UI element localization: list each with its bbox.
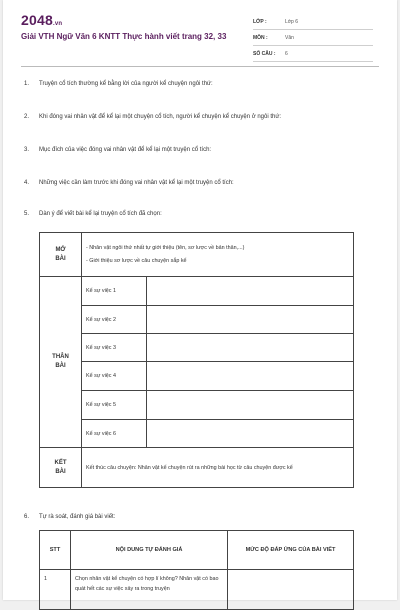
outline-heading-body: [40, 277, 82, 448]
site-logo[interactable]: [21, 12, 62, 28]
outline-row-event: [40, 391, 354, 420]
meta-key: SỐ CÂU :: [253, 50, 276, 57]
header-divider: [21, 66, 379, 67]
meta-value: Văn: [285, 34, 294, 41]
eval-header-level: MỨC ĐỘ ĐÁP ỨNG CỦA BÀI VIẾT: [228, 531, 354, 570]
eval-header-row: [40, 531, 354, 570]
self-evaluation-table: [39, 530, 354, 610]
question-number: 4.: [24, 180, 30, 186]
heading-line: THÂN: [52, 354, 69, 360]
outline-heading-conclusion: [40, 448, 82, 488]
question-text: Truyện cổ tích thường kể bằng lời của người kể chuyện ngôi thứ:: [39, 81, 213, 87]
question-number: 3.: [24, 147, 30, 153]
question-number: 5.: [24, 211, 30, 217]
outline-row-conclusion: [40, 448, 354, 488]
meta-row-question-count: [253, 46, 373, 62]
meta-key: LỚP :: [253, 18, 267, 25]
outline-row-event: [40, 334, 354, 362]
outline-row-event: [40, 277, 354, 306]
heading-line: BÀI: [55, 363, 66, 369]
heading-line: MỞ: [55, 246, 66, 253]
event-answer-cell[interactable]: [147, 362, 354, 391]
question-number: 1.: [24, 81, 30, 87]
event-label: Kể sự việc 3: [82, 334, 147, 362]
outline-row-event: [40, 362, 354, 391]
question-3: [24, 147, 211, 153]
question-6: [24, 514, 115, 520]
heading-line: KẾT: [54, 459, 67, 466]
question-number: 2.: [24, 114, 30, 120]
event-answer-cell[interactable]: [147, 420, 354, 448]
intro-line: - Nhân vật ngôi thứ nhất tự giới thiệu (tên, sơ lược về bản thân,...): [86, 244, 245, 251]
document-page: [3, 0, 397, 600]
outline-row-event: [40, 306, 354, 334]
event-label: Kể sự việc 2: [82, 306, 147, 334]
question-2: [24, 114, 281, 120]
eval-header-stt: STT: [40, 531, 71, 570]
question-text: Mục đích của việc đóng vai nhân vật để kể lại một truyện cổ tích:: [39, 147, 212, 153]
meta-row-class: [253, 14, 373, 30]
eval-header-content: NỘI DUNG TỰ ĐÁNH GIÁ: [71, 531, 228, 570]
outline-table: [39, 232, 354, 488]
outline-row-intro: [40, 233, 354, 277]
event-answer-cell[interactable]: [147, 334, 354, 362]
event-label: Kể sự việc 4: [82, 362, 147, 391]
meta-row-subject: [253, 30, 373, 46]
logo-suffix-text: .vn: [52, 21, 63, 27]
event-answer-cell[interactable]: [147, 306, 354, 334]
question-text: Dàn ý để viết bài kể lại truyện cổ tích đã chọn:: [39, 211, 162, 217]
intro-line: - Giới thiệu sơ lược về câu chuyện sắp kể: [86, 257, 187, 264]
eval-content-cell: Chọn nhân vật kể chuyện có hợp lí không? Nhân vật có bao quát hết các sự việc xảy ra trong truyện: [71, 570, 228, 610]
outline-heading-intro: [40, 233, 82, 277]
question-text: Khi đóng vai nhân vật để kể lại một chuyện cổ tích, người kể chuyện kể chuyện ở ngôi thứ:: [39, 114, 282, 120]
outline-conclusion-content: Kết thúc câu chuyện: Nhân vật kể chuyện rút ra những bài học từ câu chuyện được kể: [82, 448, 354, 488]
question-text: Tự rà soát, đánh giá bài viết:: [39, 514, 116, 520]
heading-line: BÀI: [55, 255, 66, 262]
meta-info-box: [253, 14, 373, 62]
document-title: Giải VTH Ngữ Văn 6 KNTT Thực hành viết trang 32, 33: [21, 32, 227, 41]
event-label: Kể sự việc 5: [82, 391, 147, 420]
event-answer-cell[interactable]: [147, 391, 354, 420]
event-answer-cell[interactable]: [147, 277, 354, 306]
outline-intro-content: [82, 233, 354, 277]
meta-value: 6: [285, 50, 288, 57]
eval-level-cell[interactable]: [228, 570, 354, 610]
question-text: Những việc cần làm trước khi đóng vai nhân vật kể lại một truyện cổ tích:: [39, 180, 234, 186]
logo-main-text: 2048: [21, 12, 53, 28]
event-label: Kể sự việc 1: [82, 277, 147, 306]
eval-stt-cell: 1: [40, 570, 71, 610]
meta-key: MÔN :: [253, 34, 268, 41]
heading-line: BÀI: [55, 468, 66, 475]
outline-row-event: [40, 420, 354, 448]
question-5: [24, 211, 162, 217]
meta-value: Lớp 6: [285, 18, 299, 25]
question-4: [24, 180, 234, 186]
question-number: 6.: [24, 514, 30, 520]
event-label: Kể sự việc 6: [82, 420, 147, 448]
question-1: [24, 81, 213, 87]
eval-row: [40, 570, 354, 610]
